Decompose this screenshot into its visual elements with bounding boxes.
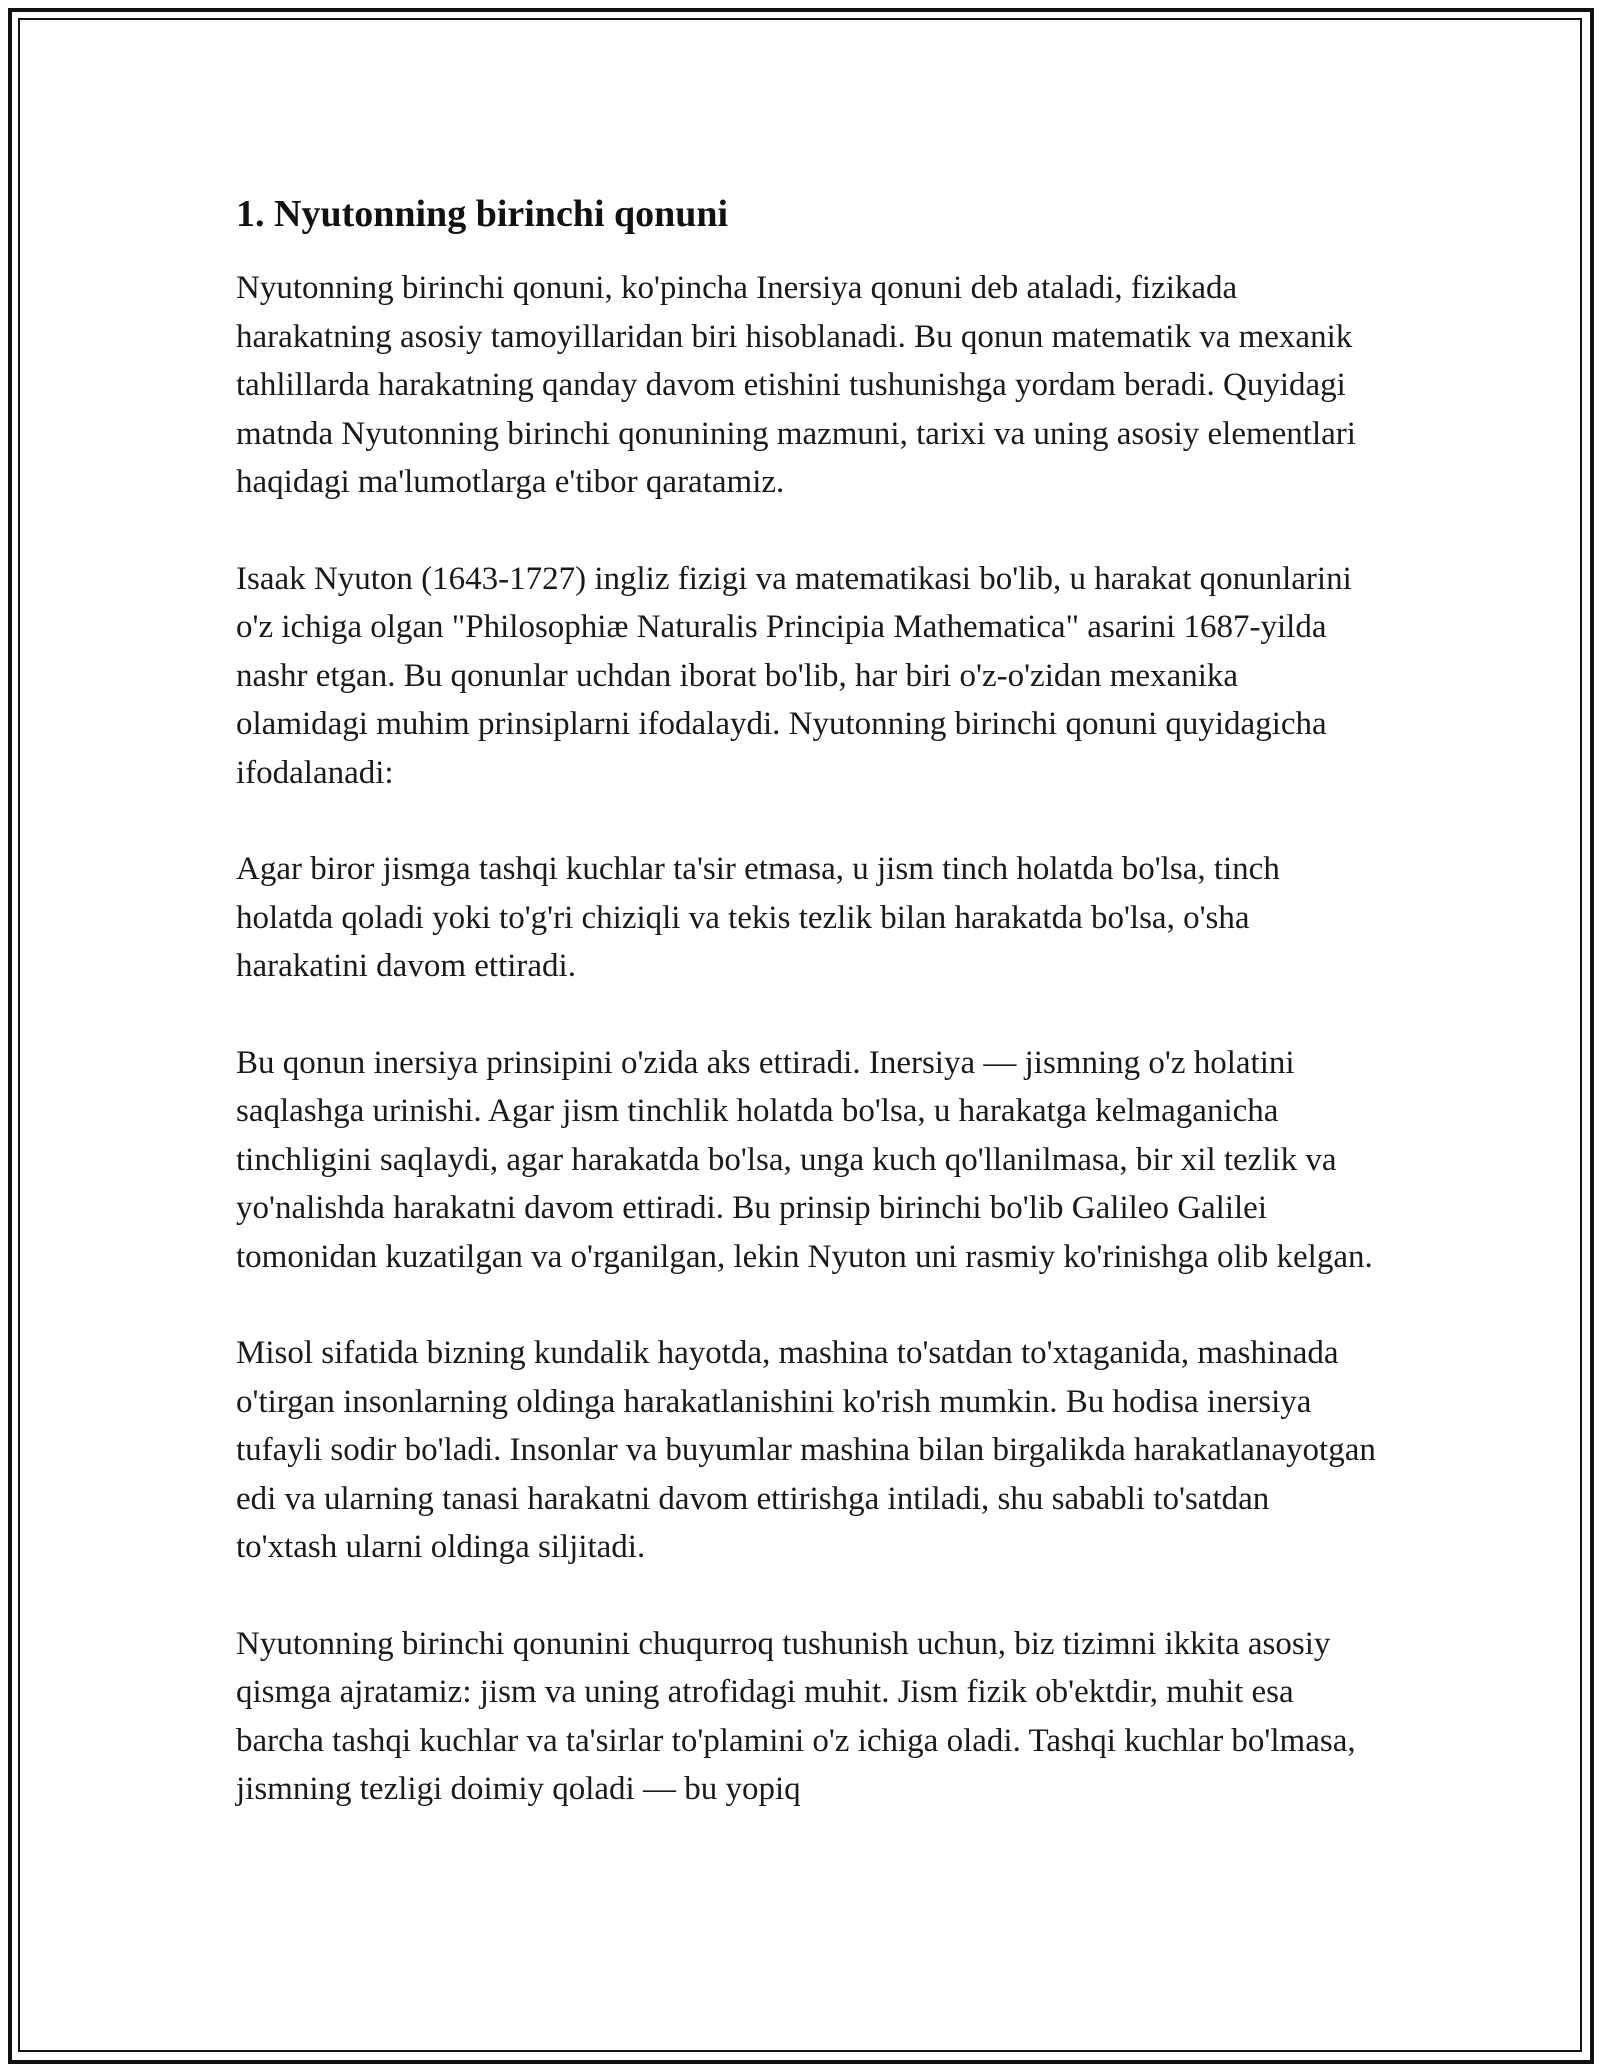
paragraph-intro: Nyutonning birinchi qonuni, ko'pincha Inersiya qonuni deb ataladi, fizikada harakatning asosiy tamoyillaridan biri hisoblanadi. Bu qonun matematik va mexanik tahlillarda harakatning qanday davom etishini tushunishga yordam beradi. Quyidagi matnda Nyutonning birinchi qonunining mazmuni, tarixi va uning asosiy elementlari haqidagi ma'lumotlarga e'tibor qaratamiz. bbox=[236, 270, 1356, 500]
paragraph-system: Nyutonning birinchi qonunini chuqurroq tushunish uchun, biz tizimni ikkita asosiy qismga ajratamiz: jism va uning atrofidagi muhit. Jism fizik ob'ektdir, muhit esa barcha tashqi kuchlar va ta'sirlar to'plamini o'z ichiga oladi. Tashqi kuchlar bo'lmasa, jismning tezligi doimiy qoladi — bu yopiq bbox=[236, 1625, 1356, 1807]
document-body bbox=[236, 188, 1376, 1862]
paragraph-inertia: Bu qonun inersiya prinsipini o'zida aks ettiradi. Inersiya — jismning o'z holatini saqlashga urinishi. Agar jism tinchlik holatda bo'lsa, u harakatga kelmaganicha tinchligini saqlaydi, agar harakatda bo'lsa, unga kuch qo'llanilmasa, bir xil tezlik va yo'nalishda harakatni davom ettiradi. Bu prinsip birinchi bo'lib Galileo Galilei tomonidan kuzatilgan va o'rganilgan, lekin Nyuton uni rasmiy ko'rinishga olib kelgan. bbox=[236, 1044, 1373, 1275]
section-heading: 1. Nyutonning birinchi qonuni bbox=[236, 193, 729, 235]
paragraph-law-statement: Agar biror jismga tashqi kuchlar ta'sir etmasa, u jism tinch holatda bo'lsa, tinch holatda qoladi yoki to'g'ri chiziqli va tekis tezlik bilan harakatda bo'lsa, o'sha harakatini davom ettiradi. bbox=[236, 851, 1280, 984]
paragraph-example: Misol sifatida bizning kundalik hayotda, mashina to'satdan to'xtaganida, mashinada o'tirgan insonlarning oldinga harakatlanishini ko'rish mumkin. Bu hodisa inersiya tufayli sodir bo'ladi. Insonlar va buyumlar mashina bilan birgalikda harakatlanayotgan edi va ularning tanasi harakatni davom ettirishga intiladi, shu sababli to'satdan to'xtash ularni oldinga siljitadi. bbox=[236, 1335, 1376, 1565]
paragraph-history: Isaak Nyuton (1643-1727) ingliz fizigi va matematikasi bo'lib, u harakat qonunlarini o'z ichiga olgan "Philosophiæ Naturalis Principia Mathematica" asarini 1687-yilda nashr etgan. Bu qonunlar uchdan iborat bo'lib, har biri o'z-o'zidan mexanika olamidagi muhim prinsiplarni ifodalaydi. Nyutonning birinchi qonuni quyidagicha ifodalanadi: bbox=[236, 560, 1352, 791]
